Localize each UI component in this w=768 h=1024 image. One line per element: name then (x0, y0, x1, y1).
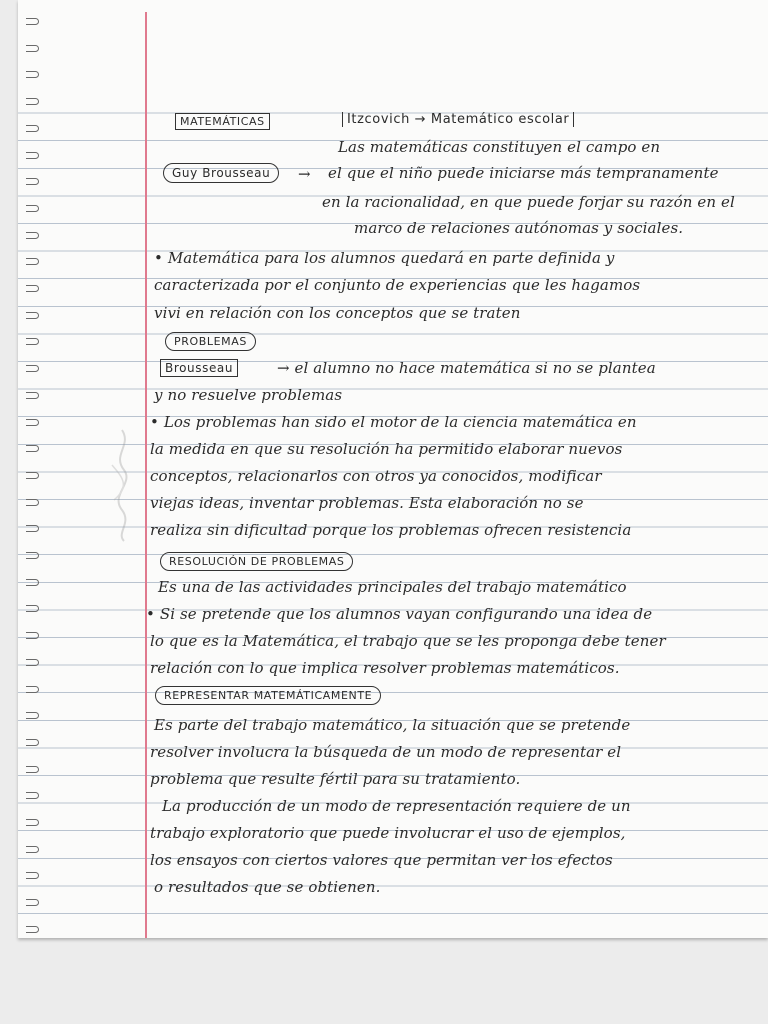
heading-problemas: PROBLEMAS (165, 332, 256, 351)
text-line: trabajo exploratorio que puede involucrar el uso de ejemplos, (150, 824, 626, 842)
spiral-hole (26, 846, 39, 853)
text-line: La producción de un modo de representación requiere de un (162, 797, 631, 815)
spiral-hole (26, 392, 39, 399)
spiral-hole (26, 365, 39, 372)
spiral-hole (26, 872, 39, 879)
text-line: conceptos, relacionarlos con otros ya conocidos, modificar (150, 467, 602, 485)
spiral-hole (26, 338, 39, 345)
spiral-hole (26, 686, 39, 693)
text-line: los ensayos con ciertos valores que permitan ver los efectos (150, 851, 613, 869)
heading-guy-brousseau: Guy Brousseau (163, 163, 279, 183)
heading-representar-matematicamente: REPRESENTAR MATEMÁTICAMENTE (155, 686, 381, 705)
text-line: y no resuelve problemas (154, 386, 343, 404)
text-line: → el alumno no hace matemática si no se plantea (277, 359, 656, 377)
text-line: Es parte del trabajo matemático, la situación que se pretende (154, 716, 631, 734)
spiral-hole (26, 632, 39, 639)
spiral-hole (26, 792, 39, 799)
spiral-hole (26, 525, 39, 532)
spiral-hole (26, 472, 39, 479)
spiral-hole (26, 579, 39, 586)
spiral-hole (26, 552, 39, 559)
text-line: resolver involucra la búsqueda de un modo de representar el (150, 743, 622, 761)
text-line: problema que resulte fértil para su tratamiento. (150, 770, 521, 788)
text-line: o resultados que se obtienen. (154, 878, 381, 896)
text-line: vivi en relación con los conceptos que se traten (154, 304, 521, 322)
arrow-glyph: → (298, 165, 311, 183)
text-line: realiza sin dificultad porque los problemas ofrecen resistencia (150, 521, 632, 539)
spiral-hole (26, 285, 39, 292)
text-line: la medida en que su resolución ha permitido elaborar nuevos (150, 440, 623, 458)
text-line: • Los problemas han sido el motor de la ciencia matemática en (150, 413, 637, 431)
source-note: Itzcovich → Matemático escolar (342, 112, 574, 127)
spiral-hole (26, 98, 39, 105)
heading-brousseau: Brousseau (160, 359, 238, 377)
spiral-hole (26, 445, 39, 452)
text-line: en la racionalidad, en que puede forjar su razón en el (322, 193, 735, 211)
spiral-hole (26, 926, 39, 933)
page-top-margin (18, 0, 768, 100)
spiral-hole (26, 312, 39, 319)
heading-matematicas: MATEMÁTICAS (175, 113, 270, 130)
text-line: Es una de las actividades principales del trabajo matemático (158, 578, 627, 596)
text-line: Las matemáticas constituyen el campo en (338, 138, 661, 156)
text-line: • Matemática para los alumnos quedará en parte definida y (154, 249, 615, 267)
spiral-hole (26, 152, 39, 159)
text-line: el que el niño puede iniciarse más tempranamente (328, 164, 719, 182)
spiral-hole (26, 18, 39, 25)
text-line: viejas ideas, inventar problemas. Esta elaboración no se (150, 494, 584, 512)
text-line: lo que es la Matemática, el trabajo que se les proponga debe tener (150, 632, 666, 650)
spiral-hole (26, 605, 39, 612)
spiral-hole (26, 766, 39, 773)
spiral-hole (26, 232, 39, 239)
text-line: relación con lo que implica resolver problemas matemáticos. (150, 659, 620, 677)
spiral-hole (26, 125, 39, 132)
spiral-hole (26, 899, 39, 906)
spiral-hole (26, 205, 39, 212)
spiral-hole (26, 71, 39, 78)
spiral-hole (26, 739, 39, 746)
spiral-hole (26, 419, 39, 426)
text-line: caracterizada por el conjunto de experiencias que les hagamos (154, 276, 641, 294)
spiral-hole (26, 258, 39, 265)
spiral-hole (26, 712, 39, 719)
red-margin-line (145, 12, 147, 938)
spiral-hole (26, 178, 39, 185)
spiral-hole (26, 45, 39, 52)
spiral-holes (18, 0, 40, 938)
heading-resolucion-de-problemas: RESOLUCIÓN DE PROBLEMAS (160, 552, 353, 571)
faded-stamp-signature (102, 425, 142, 545)
text-line: • Si se pretende que los alumnos vayan configurando una idea de (146, 605, 653, 623)
spiral-hole (26, 819, 39, 826)
spiral-hole (26, 659, 39, 666)
spiral-hole (26, 499, 39, 506)
text-line: marco de relaciones autónomas y sociales. (354, 219, 684, 237)
